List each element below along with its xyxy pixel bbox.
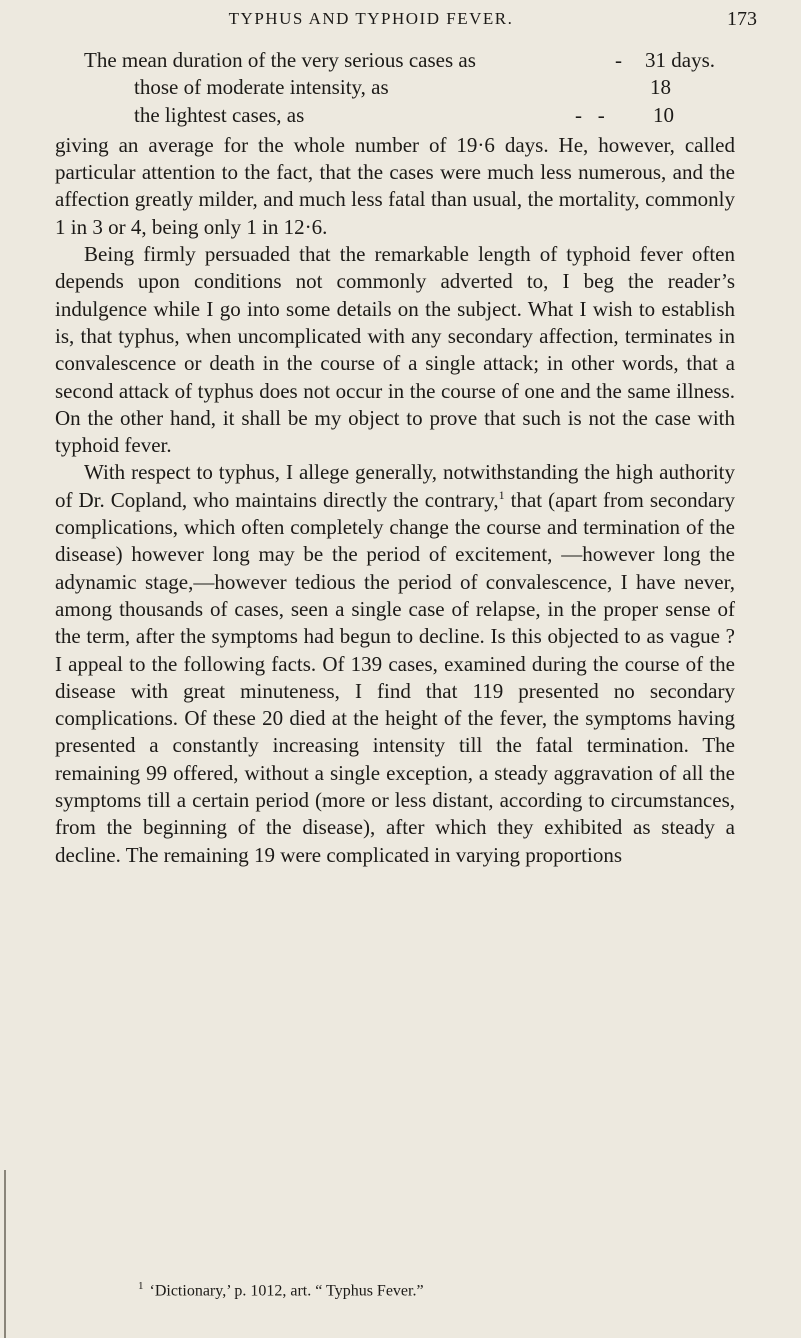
paragraph [55, 459, 735, 868]
paragraph: Being firmly persuaded that the remarkable length of typhoid fever often depends upon conditions not commonly adverted to, I beg the reader’s indulgence while I go into some details on the subject. What I wish to establish is, that typhus, when uncomplicated with any secondary affection, terminates in convalescence or death in the course of a single attack; in other words, that a second attack of typhus does not occur in the course of one and the same illness. On the other hand, it shall be my object to prove that such is not the case with typhoid fever. [55, 242, 735, 458]
duration-row-label: the lightest cases, as [134, 102, 305, 127]
duration-row [55, 74, 735, 101]
footnote-mark: 1 [138, 1280, 144, 1292]
page-header [0, 9, 801, 35]
page-edge-line [4, 1170, 6, 1338]
duration-row-label: those of moderate intensity, as [134, 75, 389, 100]
duration-row [55, 102, 735, 129]
duration-row-dash: - [615, 48, 622, 72]
duration-row-dash: - - [575, 102, 605, 127]
duration-row [55, 47, 735, 74]
duration-row-value: 10 [653, 102, 674, 127]
page-number: 173 [727, 8, 757, 30]
paragraph-text: With respect to typhus, I allege generally, notwithstanding the high authority of Dr. Copland, who maintains directly the contrary, [55, 460, 735, 512]
paragraph-text: that (apart from secondary complications, which often completely change the course and termination of the disease) however long may be the period of excitement, —however long the adynamic stage,—however tedious the period of convalescence, I have never, among thousands of cases, seen a single case of relapse, in the proper sense of the term, after the symptoms had begun to decline. Is this objected to as vague ? I appeal to the following facts. Of 139 cases, examined during the course of the disease with great minuteness, I find that 119 presented no secondary complications. Of these 20 died at the height of the fever, the symptoms having presented a constantly increasing intensity till the fatal termination. The remaining 99 offered, without a single exception, a steady aggravation of all the symptoms till a certain period (more or less distant, according to circumstances, from the beginning of the disease), after which they exhibited as steady a decline. The remaining 19 were complicated in varying proportions [55, 487, 735, 867]
footnote-text: ‘Dictionary,’ p. 1012, art. “ Typhus Fever.” [149, 1282, 424, 1300]
footnote-reference: 1 [498, 487, 505, 502]
duration-row-label: The mean duration of the very serious cases as [84, 48, 476, 72]
paragraph: giving an average for the whole number of 19·6 days. He, however, called particular attention to the fact, that the cases were much less numerous, and the affection greatly milder, and much less fatal than usual, the mortality, commonly 1 in 3 or 4, being only 1 in 12·6. [55, 132, 735, 239]
duration-row-value: 18 [650, 75, 671, 100]
running-title: TYPHUS AND TYPHOID FEVER. [228, 9, 514, 28]
body-text [55, 47, 735, 869]
footnote [138, 1280, 738, 1300]
duration-row-value: 31 days. [645, 48, 715, 72]
